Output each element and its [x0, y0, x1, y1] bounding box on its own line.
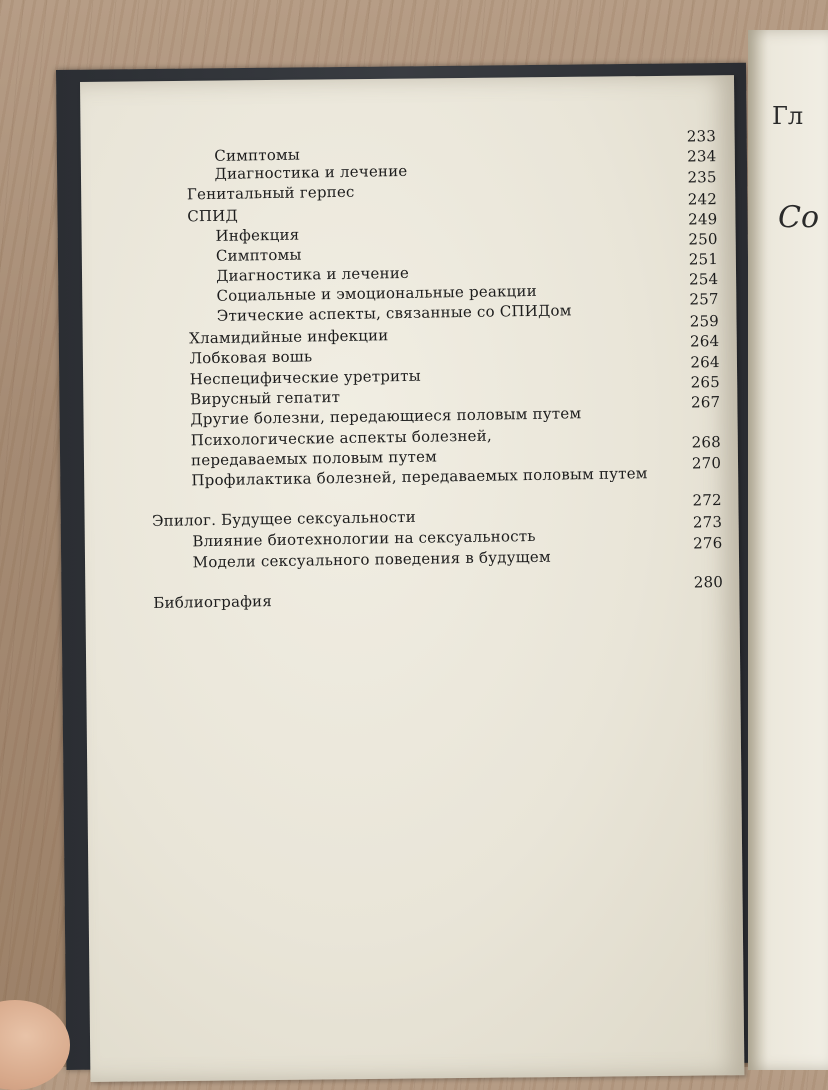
- toc-page-number: 276: [693, 533, 723, 553]
- toc-page-number: 233: [686, 127, 717, 146]
- toc-entry-label: Хламидийные инфекции: [189, 326, 389, 348]
- toc-page-number: 257: [689, 290, 719, 309]
- toc-page-number: 264: [689, 332, 720, 351]
- toc-entry-label: Генитальный герпес: [186, 182, 355, 204]
- toc-page-number: 234: [687, 147, 717, 166]
- toc-entry-label: Эпилог. Будущее сексуальности: [151, 507, 417, 530]
- toc-entry-label: СПИД: [187, 206, 239, 226]
- toc-page-number: 242: [687, 190, 718, 209]
- toc-entry-label: Неспецифические уретриты: [189, 366, 422, 389]
- toc-entry-label: Симптомы: [214, 145, 301, 165]
- toc-page-number: 267: [690, 393, 721, 412]
- toc-entry-label: Другие болезни, передающиеся половым путем: [190, 404, 582, 429]
- table-of-contents: [146, 127, 723, 616]
- toc-page-number: 264: [690, 353, 720, 372]
- toc-page-number: 254: [688, 270, 719, 289]
- toc-entry-label: передаваемых половым путем: [190, 447, 438, 470]
- toc-entry-label: Вирусный гепатит: [190, 387, 341, 409]
- toc-page-number: 268: [691, 433, 722, 452]
- facing-page: [748, 30, 828, 1070]
- toc-entry-label: Лобковая вошь: [189, 347, 313, 368]
- toc-page-number: 272: [692, 491, 722, 510]
- toc-entry-label: Инфекция: [215, 225, 300, 245]
- toc-page-number: 251: [688, 250, 719, 269]
- facing-page-text-fragment: Гл: [772, 102, 804, 130]
- toc-page-number: 280: [693, 572, 724, 592]
- facing-page-text-fragment: Со: [778, 200, 820, 235]
- toc-entry-label: Психологические аспекты болезней,: [190, 426, 492, 450]
- toc-entry-label: Влияние биотехнологии на сексуальность: [192, 526, 536, 551]
- toc-page-number: 250: [688, 230, 718, 249]
- finger: [0, 1000, 70, 1090]
- toc-page-number: 270: [691, 454, 722, 473]
- toc-page-number: 235: [687, 168, 717, 187]
- toc-entry-label: Социальные и эмоциональные реакции: [216, 281, 537, 305]
- toc-entry-label: Симптомы: [215, 245, 302, 265]
- toc-entry-label: Этические аспекты, связанные со СПИДом: [216, 301, 572, 325]
- toc-entry-label: Библиография: [153, 592, 273, 612]
- toc-page-number: 273: [692, 512, 723, 532]
- toc-entry-label: Диагностика и лечение: [214, 161, 408, 183]
- toc-page-number: 265: [690, 373, 721, 392]
- toc-page-number: 249: [688, 210, 718, 229]
- toc-entry-label: Профилактика болезней, передаваемых половым путем: [191, 464, 648, 490]
- toc-entry-label: Диагностика и лечение: [216, 263, 410, 285]
- toc-page-number: 259: [689, 312, 720, 331]
- toc-entry-label: Модели сексуального поведения в будущем: [192, 547, 551, 572]
